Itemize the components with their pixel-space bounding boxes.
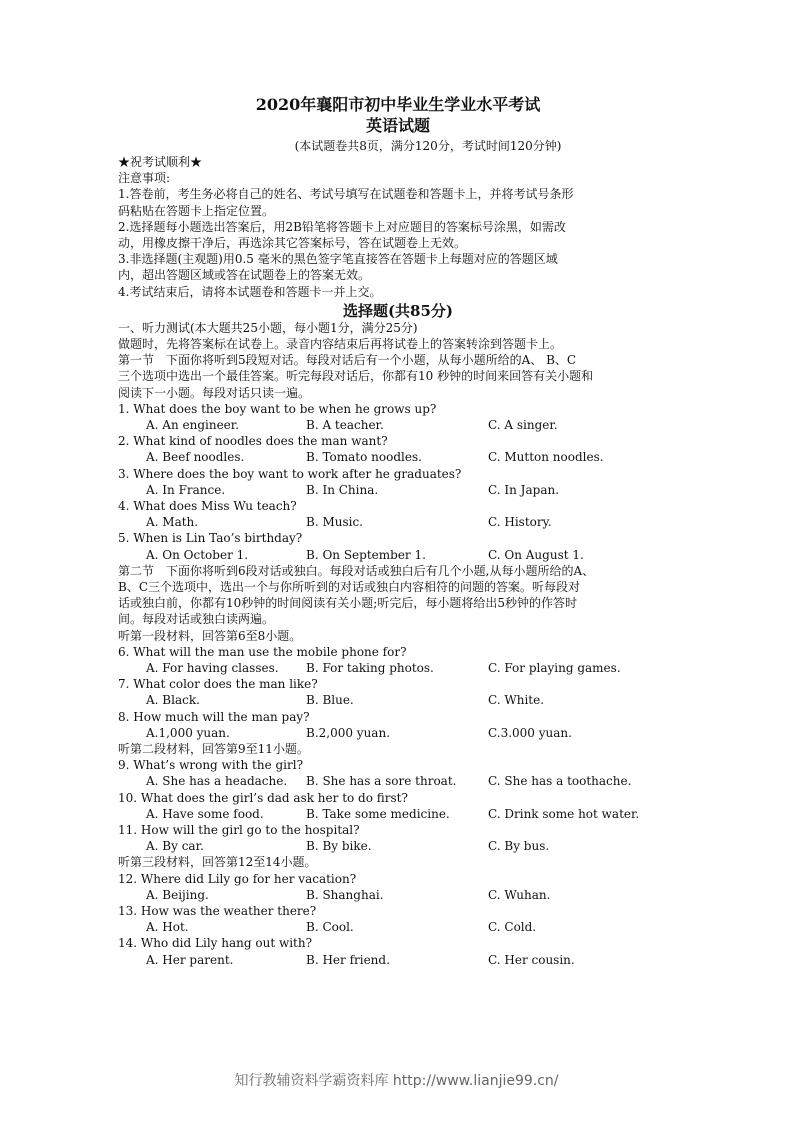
- option-row: [118, 806, 678, 822]
- part1-note: 做题时，先将答案标在试卷上。录音内容结束后再将试卷上的答案转涂到答题卡上。: [118, 337, 563, 352]
- option-a: A. By car.: [146, 839, 204, 854]
- option-c: C. Wuhan.: [488, 887, 551, 902]
- option-row: [118, 547, 678, 563]
- question-stem: 9. What’s wrong with the girl?: [118, 758, 304, 773]
- question-stem: 5. When is Lin Tao’s birthday?: [118, 531, 303, 546]
- option-b: B. Shanghai.: [306, 887, 384, 902]
- option-a: A.1,000 yuan.: [146, 725, 230, 740]
- material-heading: 听第三段材料，回答第12至14小题。: [118, 855, 317, 870]
- exam-title: 2020年襄阳市初中毕业生学业水平考试: [255, 95, 541, 114]
- exam-page: [118, 96, 678, 968]
- option-row: [118, 660, 678, 676]
- option-b: B. Her friend.: [306, 952, 390, 967]
- notice-item: 内，超出答题区域或答在试题卷上的答案无效。: [118, 268, 371, 283]
- sec2-instruction: B、C三个选项中，选出一个与你所听到的对话或独白内容相符的问题的答案。听每段对: [118, 580, 581, 594]
- option-row: [118, 514, 678, 530]
- subject-title: 英语试题: [365, 116, 430, 135]
- notice-item: 码粘贴在答题卡上指定位置。: [118, 203, 275, 218]
- option-a: A. An engineer.: [146, 418, 240, 433]
- section-title: 选择题(共85分): [342, 301, 454, 320]
- question-stem: 7. What color does the man like?: [118, 677, 318, 692]
- question-stem: 12. Where did Lily go for her vacation?: [118, 871, 357, 886]
- option-c: C. Her cousin.: [488, 952, 575, 967]
- question-stem: 11. How will the girl go to the hospital?: [118, 822, 360, 837]
- option-a: A. In France.: [146, 482, 226, 497]
- option-a: A. Black.: [146, 693, 200, 708]
- option-a: A. Have some food.: [146, 806, 264, 821]
- option-c: C. For playing games.: [488, 661, 621, 676]
- option-row: [118, 887, 678, 903]
- question-stem: 1. What does the boy want to be when he grows up?: [118, 401, 437, 416]
- sec2-instruction: 第二节 下面你将听到6段对话或独白。每段对话或独白后有几个小题,从每小题所给的A、: [118, 563, 595, 578]
- question-stem: 2. What kind of noodles does the man want?: [118, 434, 388, 449]
- exam-info: (本试题卷共8页，满分120分，考试时间120分钟): [294, 139, 562, 153]
- option-b: B. By bike.: [306, 839, 372, 854]
- option-row: [118, 838, 678, 854]
- question-stem: 3. Where does the boy want to work after he graduates?: [118, 466, 462, 481]
- question-stem: 13. How was the weather there?: [118, 903, 317, 918]
- option-a: A. She has a headache.: [146, 774, 288, 789]
- option-b: B. Blue.: [306, 693, 354, 708]
- question-stem: 14. Who did Lily hang out with?: [118, 936, 313, 951]
- option-b: B.2,000 yuan.: [306, 725, 391, 740]
- sec1-instruction: 第一节 下面你将听到5段短对话。每段对话后有一个小题，从每小题所给的A、 B、C: [118, 353, 577, 368]
- option-b: B. For taking photos.: [306, 661, 434, 676]
- option-c: C. White.: [488, 693, 545, 708]
- sec2-instruction: 间。每段对话或独白读两遍。: [118, 612, 275, 627]
- sec2-instruction: 话或独白前，你都有10秒钟的时间阅读有关小题;听完后，每小题将给出5秒钟的作答时: [118, 596, 577, 611]
- material-heading: 听第二段材料，回答第9至11小题。: [118, 741, 309, 756]
- material-heading: 听第一段材料，回答第6至8小题。: [118, 628, 302, 643]
- option-row: [118, 417, 678, 433]
- option-a: A. Beijing.: [146, 887, 209, 902]
- option-a: A. Beef noodles.: [146, 450, 245, 465]
- option-c: C. She has a toothache.: [488, 774, 632, 789]
- option-c: C. History.: [488, 515, 552, 530]
- option-row: [118, 773, 678, 789]
- question-stem: 8. How much will the man pay?: [118, 709, 310, 724]
- watermark-footer: 知行教辅资料学霸资料库 http://www.lianjie99.cn/: [234, 1073, 559, 1089]
- sec1-instruction: 三个选项中选出一个最佳答案。听完每段对话后，你都有10 秒钟的时间来回答有关小题和: [118, 369, 594, 384]
- option-a: A. Her parent.: [146, 952, 234, 967]
- sec1-instruction: 阅读下一小题。每段对话只读一遍。: [118, 385, 311, 400]
- option-c: C. Mutton noodles.: [488, 450, 604, 465]
- option-row: [118, 692, 678, 708]
- part1-heading: 一、听力测试(本大题共25小题，每小题1分，满分25分): [118, 320, 418, 335]
- option-c: C. By bus.: [488, 839, 550, 854]
- notice-item: 1.答卷前，考生务必将自己的姓名、考试号填写在试题卷和答题卡上，并将考试号条形: [118, 187, 574, 202]
- option-b: B. Tomato noodles.: [306, 450, 422, 465]
- option-b: B. On September 1.: [306, 547, 426, 562]
- option-row: [118, 952, 678, 968]
- option-a: A. Hot.: [146, 920, 189, 935]
- option-c: C.3.000 yuan.: [488, 725, 572, 740]
- option-b: B. Cool.: [306, 920, 354, 935]
- notice-item: 4.考试结束后，请将本试题卷和答题卡一并上交。: [118, 284, 382, 299]
- option-a: A. On October 1.: [146, 547, 249, 562]
- question-stem: 10. What does the girl’s dad ask her to do first?: [118, 790, 408, 805]
- question-stem: 6. What will the man use the mobile phone for?: [118, 644, 407, 659]
- option-c: C. A singer.: [488, 418, 558, 433]
- option-a: A. For having classes.: [146, 661, 279, 676]
- question-stem: 4. What does Miss Wu teach?: [118, 499, 297, 514]
- option-row: [118, 482, 678, 498]
- option-b: B. In China.: [306, 482, 379, 497]
- option-a: A. Math.: [146, 515, 199, 530]
- wish-line: ★祝考试顺利★: [118, 155, 203, 169]
- option-row: [118, 725, 678, 741]
- option-c: C. Cold.: [488, 920, 537, 935]
- option-c: C. On August 1.: [488, 547, 584, 562]
- option-c: C. Drink some hot water.: [488, 806, 640, 821]
- option-b: B. Music.: [306, 515, 363, 530]
- notice-item: 3.非选择题(主观题)用0.5 毫米的黑色签字笔直接答在答题卡上每题对应的答题区域: [118, 252, 558, 267]
- option-c: C. In Japan.: [488, 482, 560, 497]
- option-row: [118, 449, 678, 465]
- option-b: B. A teacher.: [306, 418, 384, 433]
- notice-item: 2.选择题每小题选出答案后，用2B铅笔将答题卡上对应题目的答案标号涂黑，如需改: [118, 219, 566, 234]
- option-b: B. She has a sore throat.: [306, 774, 457, 789]
- option-b: B. Take some medicine.: [306, 806, 450, 821]
- option-row: [118, 919, 678, 935]
- notice-item: 动，用橡皮擦干净后，再选涂其它答案标号，答在试题卷上无效。: [118, 236, 467, 251]
- notice-label: 注意事项:: [118, 171, 171, 186]
